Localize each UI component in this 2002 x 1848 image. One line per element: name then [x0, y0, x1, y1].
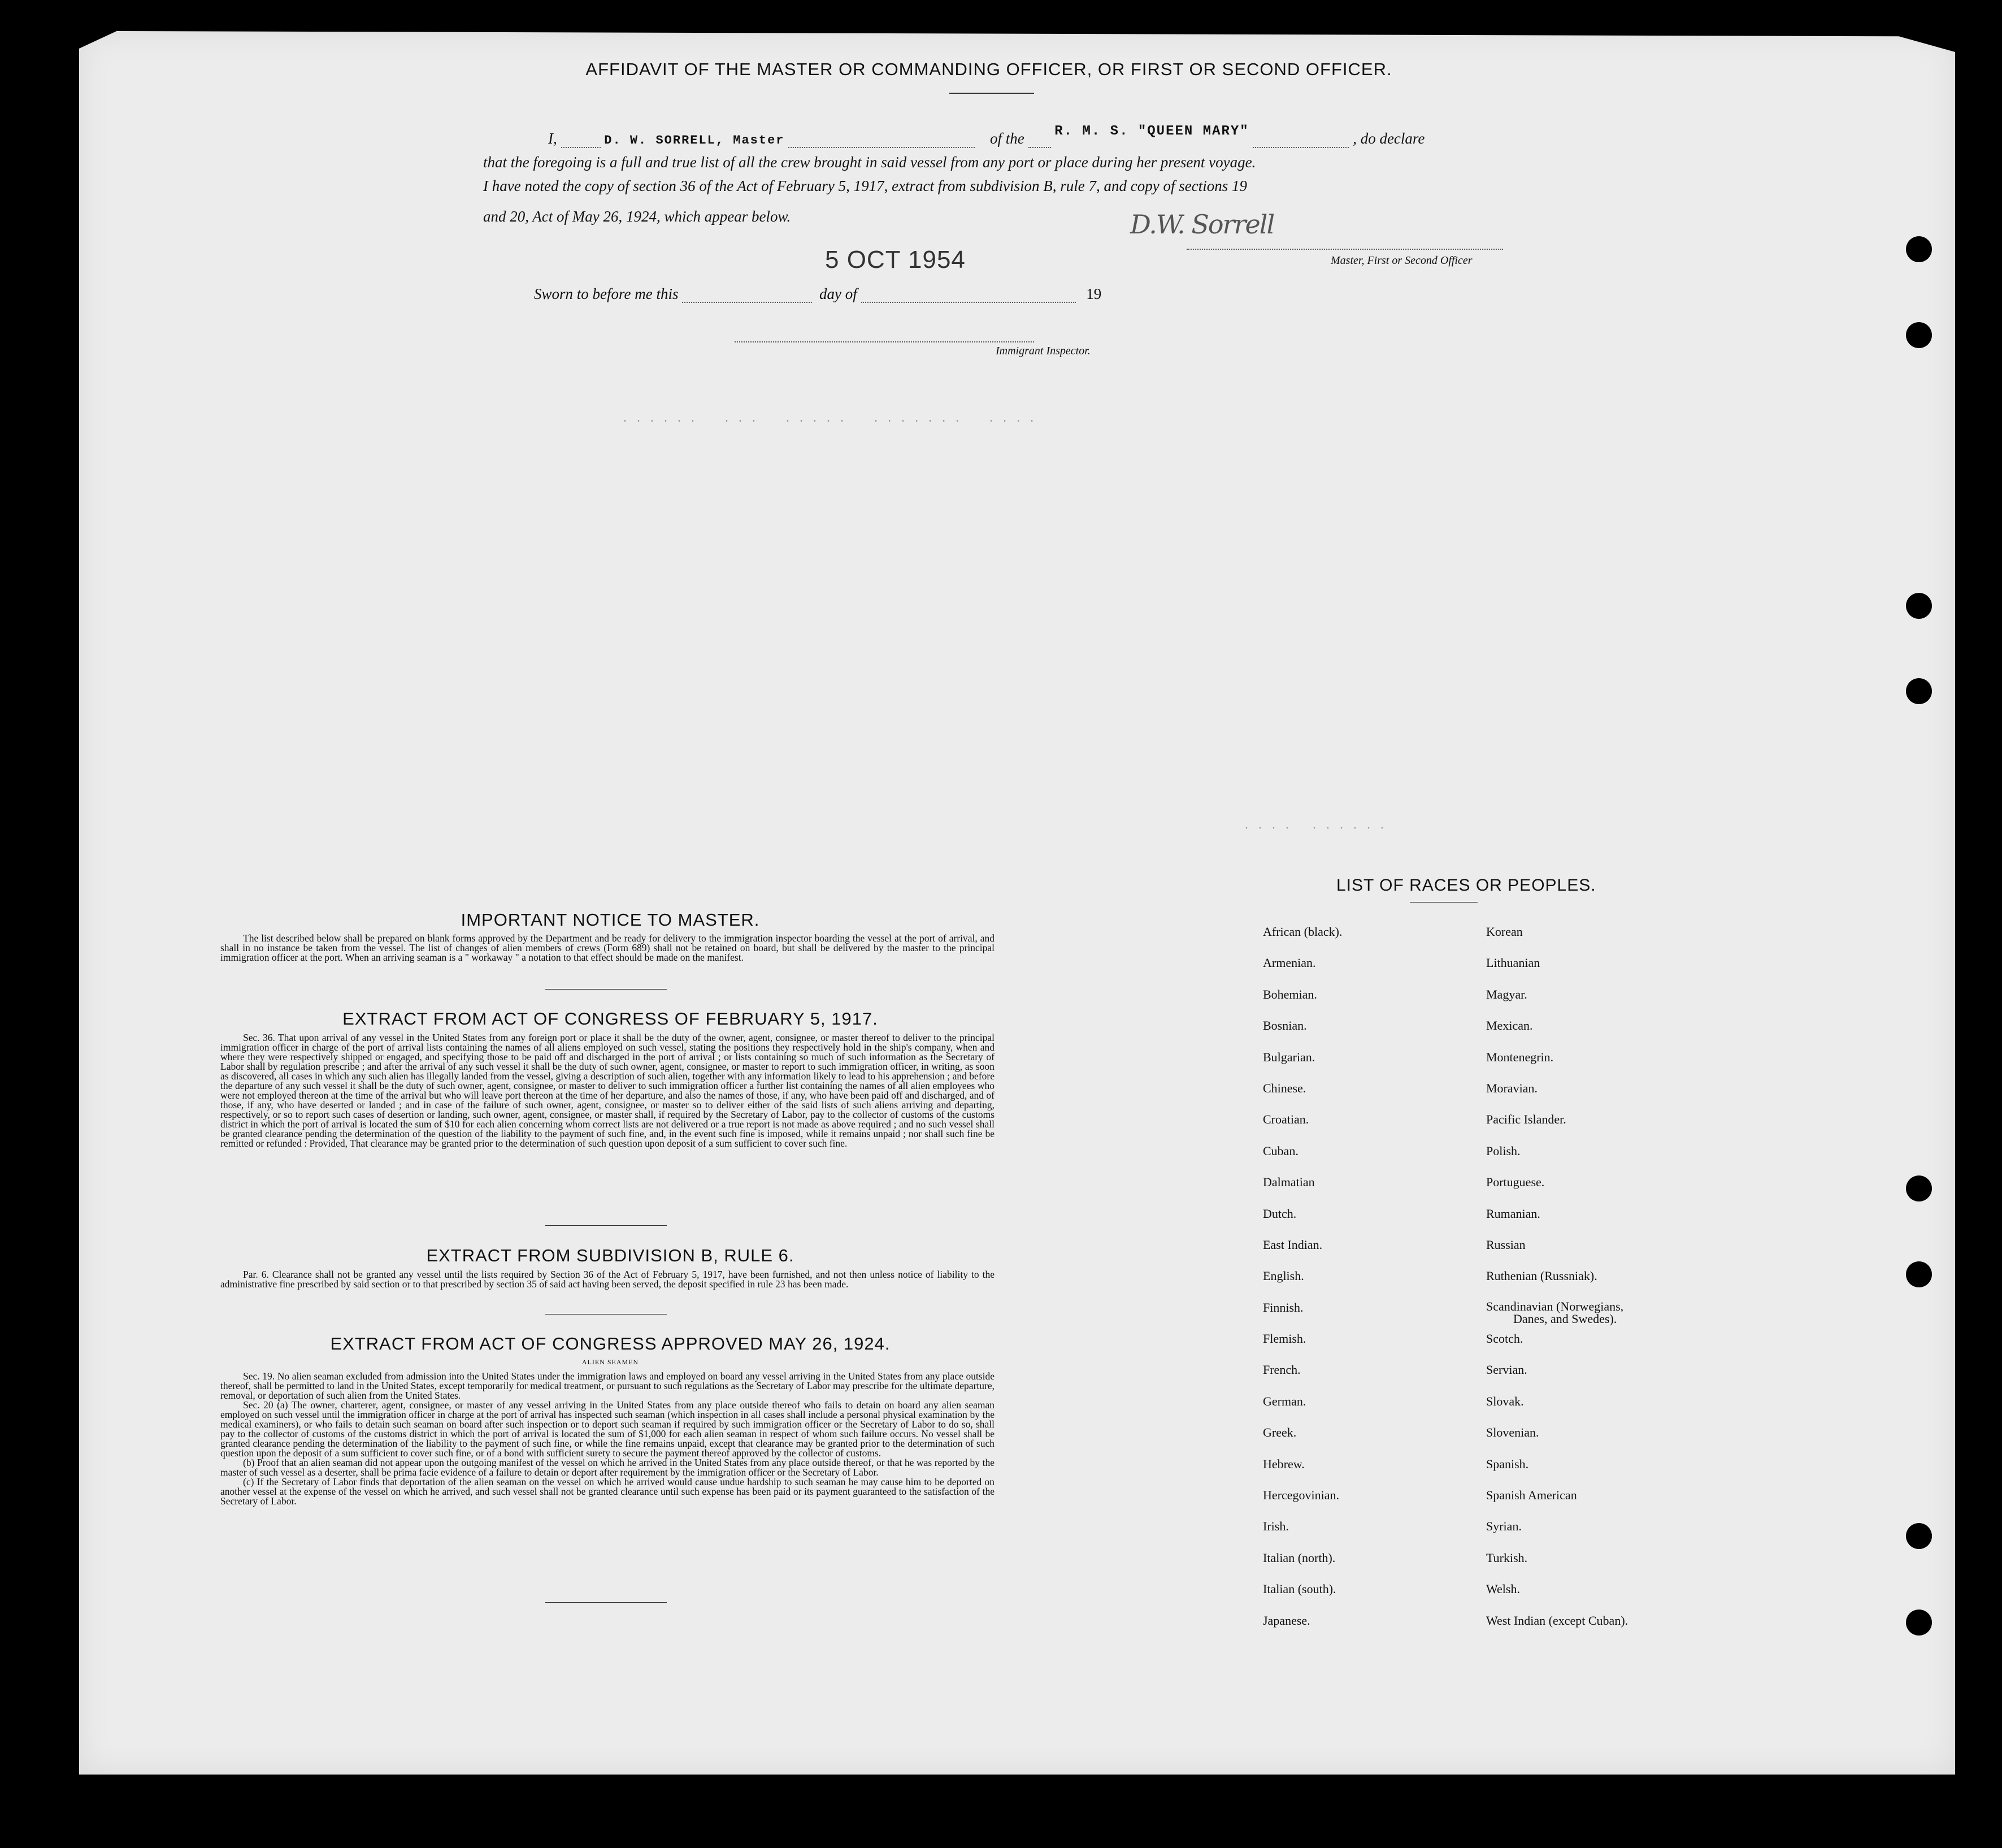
punch-hole — [1906, 1175, 1932, 1201]
sec-19-text: Sec. 19. No alien seaman excluded from admission into the United States under the immigration laws and employed on board any vessel arriving in the United States from any place outside thereof, shall be permitted to land in the United States, except temporarily for medical treatment, or pursuant to such regulations as the Secretary of Labor may prescribe for the ultimate departure, removal, or deportation of such alien from the United States. — [220, 1370, 995, 1401]
race-item: French. — [1263, 1363, 1301, 1377]
inspector-signature-line — [735, 329, 1034, 342]
divider — [545, 1314, 667, 1315]
vessel-name: R. M. S. "QUEEN MARY" — [1054, 124, 1249, 139]
race-item: Bulgarian. — [1263, 1049, 1315, 1064]
blank-line — [1253, 135, 1349, 148]
race-item: Italian (north). — [1263, 1550, 1336, 1565]
race-item: Spanish American — [1486, 1488, 1577, 1503]
affidavit-title: AFFIDAVIT OF THE MASTER OR COMMANDING OFFICER, OR FIRST OR SECOND OFFICER. — [585, 59, 1392, 79]
race-item: West Indian (except Cuban). — [1486, 1613, 1628, 1628]
race-item: East Indian. — [1263, 1237, 1323, 1252]
race-item: Portuguese. — [1486, 1175, 1545, 1190]
divider — [545, 989, 667, 990]
extract-rule6-title: EXTRACT FROM SUBDIVISION B, RULE 6. — [426, 1246, 794, 1265]
race-item: Russian — [1486, 1237, 1526, 1252]
blank-line — [1028, 135, 1051, 148]
blank-line — [861, 289, 1076, 303]
divider — [545, 1602, 667, 1603]
races-title: LIST OF RACES OR PEOPLES. — [1336, 876, 1596, 895]
race-item — [1486, 1300, 1628, 1331]
extract-1924-title: EXTRACT FROM ACT OF CONGRESS APPROVED MAY 26, 1924. — [330, 1334, 891, 1354]
race-item: Pacific Islander. — [1486, 1112, 1566, 1127]
affidavit-statement-2: I have noted the copy of section 36 of the Act of February 5, 1917, extract from subdivision B, rule 7, and copy of sections 19 — [483, 177, 1247, 194]
bleed-through-text: . . . . . . . . . . . . . . . . . . . . . . . . . — [622, 413, 1036, 426]
day-of-label: day of — [819, 285, 857, 302]
punch-hole — [1906, 1610, 1932, 1636]
race-item: Irish. — [1263, 1519, 1289, 1534]
race-item: Slovak. — [1486, 1394, 1524, 1408]
sec-20a-text: Sec. 20 (a) The owner, charterer, agent, consignee, or master of any vessel arriving in the United States from any place outside thereof who fails to detain on board any alien seaman employed on such vessel until the immigration officer in charge at the port of arrival has inspected such seaman (which inspection in all cases shall include a personal physical examination by the medical examiners), or who fails to detain such seaman on board after such inspection or to deport such seaman if required by such immigration officer or the Secretary of Labor to do so, shall pay to the collector of customs of the customs district in which the port of arrival is located the sum of $1,000 for each alien seaman in respect of whom such failure occurs. No vessel shall be granted clearance pending the determination of the liability to the payment of such fine, or while the fine remains unpaid, except that clearance may be granted prior to the determination of such question upon the deposit of a sum sufficient to cover such fine, or of a bond with sufficient surety to secure the payment thereof approved by the collector of customs. — [220, 1399, 995, 1459]
sec-20b-text: (b) Proof that an alien seaman did not appear upon the outgoing manifest of the vessel on which he arrived in the United States from any place outside thereof, or that he was reported by the master of such vessel as a deserter, shall be prima facie evidence of a failure to detain or deport after requirement by the immigration officer or the Secretary of Labor. — [220, 1457, 995, 1478]
inspector-caption: Immigrant Inspector. — [996, 345, 1091, 357]
race-item: Magyar. — [1486, 987, 1527, 1001]
race-item: Italian (south). — [1263, 1582, 1336, 1597]
race-item: Spanish. — [1486, 1456, 1529, 1471]
race-item: Korean — [1486, 925, 1523, 939]
race-item: Slovenian. — [1486, 1425, 1539, 1440]
extract-1917-text: Sec. 36. That upon arrival of any vessel in the United States from any foreign port or place it shall be the duty of the owner, agent, consignee, or master thereof to deliver to the principal immigration officer in charge of the port of arrival lists containing the names of all aliens employed on such vessel, stating the positions they respectively hold in the ship's company, when and where they were respectively shipped or engaged, and specifying those to be paid off and discharged in the port of arrival ; or lists containing so much of such information as the Secretary of Labor shall by regulation prescribe ; and after the arrival of any such vessel it shall be the duty of such owner, agent, consignee, or master to report to such immigration officer, in writing, as soon as discovered, all cases in which any such alien has illegally landed from the vessel, giving a description of such alien, together with any information likely to lead to his apprehension ; and before the departure of any such vessel it shall be the duty of such owner, agent, consignee, or master to deliver to such immigration officer a further list containing the names of all alien employees who were not employed thereon at the time of the arrival but who will leave port thereon at the time of her departure, and also the names of those, if any, who have been paid off and discharged, and of those, if any, who have deserted or landed ; and in case of the failure of such owner, agent, consignee, or master so to deliver either of the said lists of such aliens arriving and departing, respectively, or so to report such cases of desertion or landing, such owner, agent, consignee, or master shall, if required by the Secretary of Labor, pay to the collector of customs of the customs district in which the port of arrival is located the sum of $10 for each alien concerning whom correct lists are not delivered or a true report is not made as above required ; and no such vessel shall be granted clearance pending the determination of the question of the liability to the payment of such fine, and, in the event such fine is imposed, while it remains unpaid ; nor shall such fine be remitted or refunded : Provided, That clearance may be granted prior to the determination of such question upon deposit of a sum sufficient to cover such fine. — [220, 1032, 995, 1149]
race-item: Dutch. — [1263, 1206, 1297, 1221]
race-item: English. — [1263, 1269, 1304, 1283]
race-item: Flemish. — [1263, 1331, 1306, 1346]
notice-text: The list described below shall be prepared on blank forms approved by the Department and be ready for delivery to the immigration inspector boarding the vessel at the port of arrival, and shall in no instance be taken from the vessel. The list of changes of alien members of crews (Form 689) shall not be retained on board, but shall be delivered by the master to the principal immigration officer at the port. When an arriving seaman is a " workaway " a notation to that effect should be made on the manifest. — [220, 932, 995, 963]
race-item-line: Danes, and Swedes). — [1513, 1311, 1617, 1326]
race-item: Polish. — [1486, 1143, 1521, 1158]
punch-hole — [1906, 678, 1932, 704]
extract-1924-body — [220, 1372, 995, 1506]
race-item: Welsh. — [1486, 1582, 1520, 1597]
affidavit-statement-1: that the foregoing is a full and true list of all the crew brought in said vessel from any port or place during her present voyage. — [483, 154, 1256, 171]
race-item: Servian. — [1486, 1363, 1527, 1377]
race-item: Croatian. — [1263, 1112, 1309, 1127]
race-item: Armenian. — [1263, 956, 1316, 970]
race-item: Ruthenian (Russniak). — [1486, 1269, 1597, 1283]
race-item: Greek. — [1263, 1425, 1297, 1440]
race-item: Montenegrin. — [1486, 1049, 1554, 1064]
affidavit-statement-3: and 20, Act of May 26, 1924, which appear below. — [483, 208, 791, 225]
sworn-label: Sworn to before me this — [534, 285, 679, 302]
divider — [545, 1225, 667, 1226]
blank-line — [788, 135, 975, 148]
punch-hole — [1906, 593, 1932, 619]
year-prefix: 19 — [1086, 285, 1102, 302]
sworn-line — [534, 285, 1101, 303]
master-signature: D.W. Sorrell — [1130, 209, 1274, 240]
officer-name: D. W. SORRELL, Master — [604, 133, 785, 148]
race-item: Hebrew. — [1263, 1456, 1305, 1471]
notice-title: IMPORTANT NOTICE TO MASTER. — [461, 910, 760, 930]
race-item: Scotch. — [1486, 1331, 1523, 1346]
races-right-column — [1486, 925, 1628, 1645]
race-item: Bosnian. — [1263, 1018, 1307, 1033]
extract-rule6-text: Par. 6. Clearance shall not be granted any vessel until the lists required by Section 36 of the Act of February 5, 1917, have been furnished, and not then unless notice of liability to the administrative fine prescribed by said section or to that prescribed by section 35 of said act having been served, the deposit specified in rule 23 has been made. — [220, 1269, 995, 1290]
race-item: German. — [1263, 1394, 1306, 1408]
divider — [1410, 902, 1478, 903]
race-item: Turkish. — [1486, 1550, 1528, 1565]
date-stamp: 5 OCT 1954 — [825, 246, 966, 274]
signature-line — [1187, 236, 1503, 250]
signature-caption: Master, First or Second Officer — [1331, 254, 1473, 267]
blank-line — [561, 135, 601, 148]
divider — [949, 93, 1034, 94]
punch-hole — [1906, 236, 1932, 262]
race-item: Cuban. — [1263, 1143, 1299, 1158]
do-declare-label: , do declare — [1353, 130, 1425, 147]
sec-20c-text: (c) If the Secretary of Labor finds that deportation of the alien seaman on the vessel on which he arrived would cause undue hardship to such seaman he may cause him to be deported on another vessel at the expense of the vessel on which he arrived, and such vessel shall not be granted clearance until such expense has been paid or its payment guaranteed to the satisfaction of the Secretary of Labor. — [220, 1476, 995, 1507]
punch-hole — [1906, 1523, 1932, 1549]
race-item: Lithuanian — [1486, 956, 1540, 970]
races-left-column — [1263, 925, 1342, 1645]
race-item: Finnish. — [1263, 1300, 1304, 1315]
of-the-label: of the — [990, 130, 1024, 147]
race-item: Bohemian. — [1263, 987, 1317, 1001]
race-item: African (black). — [1263, 925, 1343, 939]
bleed-through-text: . . . . . . . . . . — [1243, 819, 1386, 832]
punch-hole — [1906, 322, 1932, 348]
i-label: I, — [548, 130, 557, 147]
race-item: Syrian. — [1486, 1519, 1522, 1534]
extract-1924-subtitle: ALIEN SEAMEN — [581, 1358, 639, 1366]
blank-line — [682, 289, 812, 303]
race-item: Mexican. — [1486, 1018, 1533, 1033]
race-item: Rumanian. — [1486, 1206, 1540, 1221]
race-item: Japanese. — [1263, 1613, 1310, 1628]
race-item: Hercegovinian. — [1263, 1488, 1339, 1503]
race-item: Dalmatian — [1263, 1175, 1315, 1190]
punch-hole — [1906, 1261, 1932, 1287]
race-item: Chinese. — [1263, 1081, 1306, 1095]
race-item-line: Scandinavian (Norwegians, — [1486, 1299, 1624, 1313]
extract-1917-title: EXTRACT FROM ACT OF CONGRESS OF FEBRUARY 5, 1917. — [342, 1009, 878, 1029]
race-item: Moravian. — [1486, 1081, 1538, 1095]
affidavit-line-1 — [548, 124, 1425, 148]
